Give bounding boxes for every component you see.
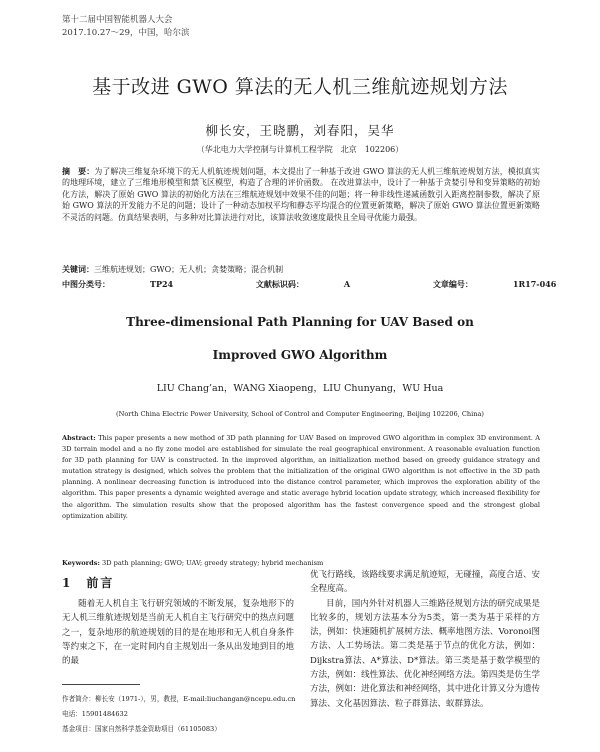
english-abstract-text: This paper presents a new method of 3D path planning for UAV Based on improved GWO algorithm in complex 3D environment. A 3D terrain model and a no fly zone model are established for simulate the real geographical environment. A reasonable evaluation function for 3D path planning for UAV is constructed. In the improved algorithm, an initialization method based on greedy guidance strategy and mutation strategy is designed, which solves the problem that the initialization of the original GWO algorithm is not effective in the 3D path planning. A nonlinear decreasing function is introduced into the distance control parameter, which improves the exploration ability of the algorithm. This paper presents a dynamic weighted average and static average hybrid location update strategy, which increased flexibility for the algorithm. The simulation results show that the proposed algorithm has the fastest convergence speed and the strongest global optimization ability. [62, 434, 540, 520]
right-column-continuation: 优飞行路线，该路线要求满足航迹短，无碰撞，高度合适、安全程度高。 [310, 570, 540, 595]
english-keywords-text: 3D path planning; GWO; UAV; greedy strategy; hybrid mechanism [102, 559, 324, 567]
english-keywords-label: Keywords: [62, 559, 100, 567]
article-number-label: 文章编号： [432, 279, 473, 289]
chinese-affiliation: （华北电力大学控制与计算机工程学院 北京 102206） [196, 145, 404, 154]
footnote-fund: 基金项目：国家自然科学基金资助项目（61105083） [62, 725, 221, 733]
clc-value: TP24 [150, 279, 174, 289]
english-title-line-1: Three-dimensional Path Planning for UAV Based on [126, 315, 474, 329]
chinese-title: 基于改进 GWO 算法的无人机三维航迹规划方法 [92, 76, 508, 98]
clc-number [62, 279, 213, 289]
chinese-keywords-text: 三维航迹规划；GWO；无人机；贪婪策略；混合机制 [94, 265, 284, 274]
article-number-value: 1R17-046 [512, 279, 557, 289]
footnote-author: 作者简介：柳长安（1971-），男，教授，E-mail:liuchangan@ncepu.edu.cn [62, 695, 296, 703]
section-heading-introduction: 1 前言 [62, 576, 115, 590]
article-number [433, 279, 596, 289]
right-column [310, 568, 540, 711]
conference-date-place: 2017.10.27～29，中国，哈尔滨 [62, 28, 190, 38]
chinese-abstract [62, 166, 540, 223]
right-column-paragraph: 目前，国内外针对机器人三维路径规划方法的研究成果是比较多的，规划方法基本分为5类，第一类为基于采样的方法，例如：快速随机扩展树方法、概率地图方法、Voronoi图方法、人工势场法。第二类是基于节点的优化方法，例如：Dijkstra算法、A*算法、D*算法。第三类是基于数学模型的方法，例如：线性算法、优化神经网络方法。第四类是仿生学方法，例如：进化算法和神经网络，其中进化计算又分为遗传算法、文化基因算法、粒子群算法、蚁群算法。 [310, 598, 540, 709]
english-abstract [62, 433, 540, 522]
conference-header [62, 14, 189, 40]
conference-name: 第十二届中国智能机器人大会 [62, 15, 173, 25]
chinese-abstract-text: 为了解决三维复杂环境下的无人机航迹规划问题，本文提出了一种基于改进 GWO 算法的无人机三维航迹规划方法，模拟真实的地理环境，建立了三维地形模型和禁飞区模型，构造了合理的评价函数。 在改进算法中，设计了一种基于贪婪引导和变异策略的初始化方法，解决了原始 GWO 算法的初始化方法在三维航迹规划中效果不佳的问题；将一种非线性递减函数引入距离控制参数，解决了原始 GWO 算法的开发能力不足的问题；设计了一种动态加权平均和静态平均混合的位置更新策略，解决了原始 GWO 算法位置更新策略不灵活的问题。仿真结果表明，与多种对比算法进行对比，该算法收敛速度最快且全局寻优能力最强。 [62, 167, 540, 222]
classification-line [62, 279, 557, 290]
english-title-line-2: Improved GWO Algorithm [212, 348, 388, 362]
english-abstract-label: Abstract: [62, 434, 96, 442]
clc-label: 中图分类号： [62, 279, 110, 289]
document-code [256, 279, 390, 289]
left-column-paragraph: 随着无人机自主飞行研究领域的不断发展，复杂地形下的无人机三维航迹规划是当前无人机自主飞行研究中的热点问题之一，复杂地形的航迹规划的目的是在地形和无人机自身条件等约束之下，在一定时间内自主规划出一条从出发地到目的地的最 [62, 599, 294, 667]
chinese-abstract-label: 摘 要： [62, 166, 95, 176]
english-authors: LIU Chang’an，WANG Xiaopeng，LIU Chunyang，WU Hua [156, 383, 444, 394]
chinese-authors: 柳长安，王晓鹏，刘春阳，吴华 [205, 123, 395, 138]
chinese-keywords-label: 关键词： [62, 264, 94, 274]
document-code-value: A [343, 279, 351, 289]
document-code-label: 文献标识码： [255, 279, 304, 289]
english-affiliation: (North China Electric Power University, School of Control and Computer Engineering, Beijing 102206, China) [116, 410, 484, 418]
english-keywords [62, 559, 540, 567]
chinese-keywords [62, 264, 540, 275]
footnote-phone: 电话：15901484632 [62, 710, 128, 718]
footnote-divider [62, 684, 140, 685]
footnotes [62, 692, 294, 737]
